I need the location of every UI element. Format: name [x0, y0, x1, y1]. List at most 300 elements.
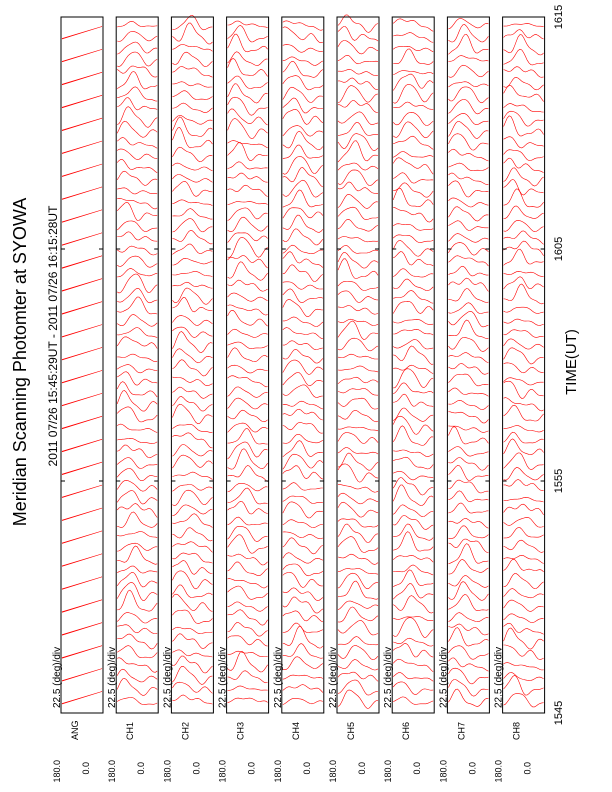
scan-trace	[283, 229, 323, 245]
scan-trace	[338, 319, 378, 325]
panel-ch1	[107, 17, 158, 783]
panel-ymin-label: 0.0	[522, 762, 533, 775]
scan-trace	[338, 660, 378, 670]
panels-group	[52, 15, 545, 783]
scan-trace	[62, 141, 102, 154]
scan-trace	[228, 398, 268, 409]
scan-trace	[504, 623, 544, 634]
scan-trace	[62, 210, 102, 223]
scan-trace	[117, 71, 157, 89]
scan-trace	[283, 675, 323, 679]
scan-trace	[504, 206, 544, 219]
scan-trace	[504, 104, 544, 113]
scan-trace	[228, 237, 268, 257]
scan-trace	[283, 180, 323, 197]
scan-trace	[338, 141, 378, 162]
panel-frame	[61, 17, 103, 713]
panel-channel-label: ANG	[70, 720, 80, 740]
scan-trace	[338, 55, 378, 64]
scan-trace	[393, 279, 433, 291]
scan-trace	[283, 401, 323, 409]
scan-trace	[448, 646, 488, 660]
scan-trace	[283, 289, 323, 303]
scan-trace	[283, 502, 323, 518]
scan-trace	[62, 164, 102, 177]
scan-trace	[172, 349, 212, 363]
scan-trace	[338, 338, 378, 351]
scan-trace	[172, 288, 212, 304]
scan-trace	[62, 325, 102, 338]
panel-traces	[448, 18, 488, 706]
scan-trace	[228, 387, 268, 398]
scan-trace	[338, 410, 378, 421]
scan-trace	[448, 25, 488, 42]
panel-frame	[227, 17, 269, 713]
scan-trace	[393, 532, 433, 552]
scan-trace	[62, 508, 102, 520]
scan-trace	[448, 198, 488, 207]
scan-trace	[117, 288, 157, 303]
scan-trace	[338, 354, 378, 359]
scan-trace	[283, 328, 323, 339]
scan-trace	[448, 518, 488, 528]
scan-trace	[338, 182, 378, 194]
scan-trace	[172, 542, 212, 553]
scan-trace	[228, 262, 268, 281]
scan-trace	[172, 514, 212, 528]
scan-trace	[117, 256, 157, 267]
scan-trace	[228, 119, 268, 139]
scan-trace	[448, 595, 488, 611]
scan-trace	[117, 391, 157, 412]
panel-ymin-label: 0.0	[357, 762, 367, 775]
scan-trace	[117, 407, 157, 422]
scan-trace	[338, 291, 378, 303]
scan-trace	[448, 400, 488, 409]
scan-trace	[393, 555, 433, 562]
scan-trace	[117, 613, 157, 623]
scan-trace	[228, 21, 268, 28]
scan-trace	[393, 112, 433, 125]
scan-trace	[228, 376, 268, 387]
scan-trace	[117, 198, 157, 209]
scan-trace	[504, 540, 544, 552]
scan-trace	[283, 483, 323, 491]
chart-subtitle: 2011 07/26 15:45:29UT - 2011 07/26 16:15:28UT	[46, 205, 60, 467]
scan-trace	[283, 553, 323, 564]
scan-trace	[117, 490, 157, 504]
scan-trace	[172, 650, 212, 657]
scan-trace	[283, 597, 323, 613]
panel-scale-label: 22.5 (deg)/div	[272, 646, 284, 708]
scan-trace	[172, 377, 212, 386]
scan-trace	[448, 388, 488, 396]
scan-trace	[62, 371, 102, 384]
scan-trace	[283, 564, 323, 576]
scan-trace	[117, 232, 157, 241]
panel-scale-label: 22.5 (deg)/div	[52, 646, 63, 708]
scan-trace	[448, 412, 488, 423]
scan-trace	[62, 187, 102, 200]
scan-trace	[62, 646, 102, 659]
scan-trace	[172, 472, 212, 479]
panel-channel-label: CH4	[290, 721, 301, 740]
scan-trace	[172, 682, 212, 693]
panel-scale-label: 22.5 (deg)/div	[383, 646, 395, 708]
scan-trace	[172, 115, 212, 124]
scan-trace	[172, 490, 212, 505]
scan-trace	[283, 27, 323, 43]
panel-frame	[337, 17, 379, 713]
panel-ymin-label: 0.0	[412, 762, 423, 775]
scan-trace	[504, 517, 544, 527]
scan-trace	[117, 274, 157, 293]
scan-trace	[338, 389, 378, 396]
panel-ymax-label: 180.0	[107, 760, 118, 783]
scan-trace	[504, 614, 544, 623]
scan-trace	[448, 121, 488, 138]
scan-trace	[172, 387, 212, 398]
panel-ymax-label: 180.0	[272, 760, 283, 783]
scan-trace	[338, 646, 378, 660]
scan-trace	[117, 382, 157, 397]
panel-channel-label: CH7	[456, 721, 467, 740]
scan-trace	[228, 483, 268, 492]
scan-trace	[448, 544, 488, 564]
scan-trace	[393, 339, 433, 349]
scan-trace	[172, 244, 212, 254]
scan-trace	[504, 277, 544, 289]
scan-trace	[283, 532, 323, 539]
scan-trace	[228, 586, 268, 599]
scan-trace	[283, 434, 323, 443]
scan-trace	[172, 627, 212, 634]
scan-trace	[504, 137, 544, 148]
scan-trace	[448, 99, 488, 114]
scan-trace	[172, 52, 212, 66]
scan-trace	[338, 453, 378, 470]
scan-trace	[504, 86, 544, 102]
scan-trace	[117, 590, 157, 611]
scan-trace	[62, 302, 102, 315]
scan-trace	[172, 66, 212, 77]
scan-trace	[62, 416, 102, 429]
scan-trace	[448, 234, 488, 243]
scan-trace	[448, 207, 488, 221]
scan-trace	[283, 373, 323, 386]
scan-trace	[283, 215, 323, 232]
scan-trace	[283, 572, 323, 587]
scan-trace	[283, 131, 323, 150]
scan-trace	[117, 504, 157, 518]
scan-trace	[393, 618, 433, 638]
scan-trace	[448, 149, 488, 161]
scan-trace	[62, 233, 102, 246]
scan-trace	[283, 611, 323, 622]
scan-trace	[62, 485, 102, 498]
scan-trace	[228, 488, 268, 504]
scan-trace	[117, 634, 157, 649]
scan-trace	[504, 675, 544, 695]
scan-trace	[117, 149, 157, 160]
scan-trace	[448, 221, 488, 231]
scan-trace	[504, 179, 544, 195]
scan-trace	[338, 321, 378, 339]
panel-traces	[62, 27, 102, 705]
panel-scale-label: 22.5 (deg)/div	[217, 646, 229, 708]
scan-trace	[393, 74, 433, 90]
scan-trace	[117, 138, 157, 149]
scan-trace	[338, 306, 378, 315]
scan-trace	[283, 98, 323, 113]
scan-trace	[172, 553, 212, 563]
scan-trace	[172, 128, 212, 148]
scan-trace	[338, 134, 378, 151]
panel-channel-label: CH1	[125, 721, 136, 740]
scan-trace	[228, 449, 268, 470]
scan-trace	[172, 316, 212, 326]
scan-trace	[172, 505, 212, 516]
scan-trace	[504, 504, 544, 515]
scan-trace	[228, 610, 268, 626]
panel-channel-label: CH5	[346, 721, 356, 740]
scan-trace	[62, 531, 102, 544]
scan-trace	[448, 256, 488, 266]
scan-trace	[448, 173, 488, 185]
scan-trace	[393, 19, 433, 32]
scan-trace	[117, 221, 157, 232]
scan-trace	[283, 208, 323, 219]
scan-trace	[504, 49, 544, 65]
scan-trace	[172, 666, 212, 684]
scan-trace	[338, 502, 378, 517]
scan-trace	[283, 422, 323, 433]
scan-trace	[393, 457, 433, 469]
scan-trace	[228, 280, 268, 291]
scan-trace	[448, 243, 488, 256]
scan-trace	[62, 692, 102, 705]
scan-trace	[448, 374, 488, 386]
scan-trace	[504, 339, 544, 349]
scan-trace	[172, 404, 212, 424]
scan-trace	[393, 485, 433, 506]
scan-trace	[172, 200, 212, 206]
scan-trace	[393, 158, 433, 175]
scan-trace	[172, 433, 212, 448]
scan-trace	[283, 685, 323, 693]
panel-channel-label: CH6	[401, 721, 412, 740]
scan-trace	[62, 600, 102, 613]
panel-ch5	[328, 15, 379, 783]
scan-trace	[228, 554, 268, 565]
panel-ch4	[273, 17, 324, 783]
scan-trace	[228, 329, 268, 337]
time-tick-label-1555: 1555	[553, 468, 565, 494]
scan-trace	[228, 25, 268, 42]
scan-trace	[228, 671, 268, 683]
scan-trace	[393, 136, 433, 149]
scan-trace	[393, 102, 433, 109]
scan-trace	[117, 566, 157, 573]
scan-trace	[172, 23, 212, 44]
scan-trace	[393, 450, 433, 457]
panel-ymin-label: 0.0	[467, 762, 478, 775]
scan-trace	[448, 311, 488, 327]
scan-trace	[504, 158, 544, 173]
scan-trace	[117, 669, 157, 682]
scan-trace	[228, 535, 268, 553]
scan-trace	[228, 602, 268, 611]
scan-trace	[448, 353, 488, 363]
scan-trace	[172, 117, 212, 137]
scan-trace	[338, 245, 378, 253]
scan-trace	[228, 562, 268, 576]
scan-trace	[228, 501, 268, 514]
scan-trace	[338, 41, 378, 54]
scan-trace	[338, 554, 378, 564]
scan-trace	[283, 265, 323, 282]
panel-traces	[117, 21, 157, 704]
scan-trace	[228, 185, 268, 196]
scan-trace	[504, 672, 544, 680]
panel-frame	[171, 17, 213, 713]
scan-trace	[62, 439, 102, 452]
scan-trace	[117, 438, 157, 443]
scan-trace	[117, 458, 157, 469]
scan-trace	[504, 497, 544, 502]
scan-trace	[228, 365, 268, 373]
scan-trace	[393, 224, 433, 231]
scan-trace	[172, 219, 212, 233]
scan-trace	[283, 698, 323, 704]
scan-trace	[228, 651, 268, 656]
panel-scale-label: 22.5 (deg)/div	[162, 646, 174, 708]
panel-traces	[504, 24, 544, 707]
scan-trace	[117, 658, 157, 673]
panel-ch7	[438, 17, 489, 783]
panel-ymin-label: 0.0	[136, 762, 147, 775]
scan-trace	[448, 526, 488, 539]
scan-trace	[172, 656, 212, 673]
scan-trace	[393, 659, 433, 672]
scan-trace	[283, 317, 323, 327]
scan-trace	[228, 256, 268, 269]
scan-trace	[117, 480, 157, 491]
x-axis-label: TIME(UT)	[563, 329, 580, 395]
scan-trace	[338, 366, 378, 372]
scan-trace	[62, 554, 102, 567]
panel-channel-label: CH3	[235, 721, 246, 740]
scan-trace	[393, 369, 433, 388]
scan-trace	[393, 240, 433, 256]
scan-trace	[504, 271, 544, 276]
scan-trace	[448, 363, 488, 374]
scan-trace	[117, 52, 157, 67]
scan-trace	[393, 183, 433, 197]
scan-trace	[448, 82, 488, 87]
scan-trace	[172, 561, 212, 575]
scan-trace	[62, 577, 102, 590]
scan-trace	[283, 623, 323, 632]
scan-trace	[504, 528, 544, 539]
scan-trace	[228, 651, 268, 672]
scan-trace	[504, 559, 544, 572]
chart-title: Meridian Scanning Photomter at SYOWA	[10, 197, 30, 527]
scan-trace	[283, 157, 323, 175]
scan-trace	[228, 162, 268, 169]
scan-trace	[504, 468, 544, 481]
scan-trace	[338, 607, 378, 622]
scan-trace	[393, 252, 433, 266]
scan-trace	[504, 363, 544, 373]
scan-trace	[172, 181, 212, 196]
scan-trace	[448, 65, 488, 77]
scan-trace	[283, 466, 323, 479]
panel-frame	[282, 17, 324, 713]
scan-trace	[172, 528, 212, 541]
scan-trace	[172, 175, 212, 183]
time-tick-label-1615: 1615	[553, 4, 565, 30]
scan-trace	[228, 142, 268, 160]
scan-trace	[338, 398, 378, 409]
scan-trace	[448, 689, 488, 706]
scan-trace	[283, 76, 323, 90]
panel-ch3	[218, 17, 269, 783]
scan-trace	[62, 348, 102, 361]
scan-trace	[338, 448, 378, 455]
panel-scale-label: 22.5 (deg)/div	[328, 646, 339, 708]
scan-trace	[504, 405, 544, 421]
scan-trace	[62, 256, 102, 268]
scan-trace	[504, 231, 544, 244]
scan-trace	[117, 21, 157, 27]
scan-trace	[504, 319, 544, 325]
scan-trace	[283, 360, 323, 374]
scan-trace	[283, 520, 323, 528]
scan-trace	[338, 620, 378, 635]
scan-trace	[283, 454, 323, 469]
time-tick-label-1545: 1545	[553, 700, 565, 726]
scan-trace	[338, 680, 378, 695]
scan-trace	[62, 49, 102, 62]
scan-trace	[448, 337, 488, 351]
scan-trace	[448, 87, 488, 103]
scan-trace	[228, 636, 268, 646]
scan-trace	[504, 150, 544, 161]
scan-trace	[172, 209, 212, 220]
panel-ymax-label: 180.0	[162, 760, 173, 783]
scan-trace	[228, 698, 268, 703]
scan-trace	[228, 348, 268, 362]
panel-ymin-label: 0.0	[81, 762, 91, 775]
scan-trace	[504, 348, 544, 364]
scan-trace	[504, 555, 544, 563]
scan-trace	[117, 372, 157, 386]
scan-trace	[504, 111, 544, 126]
scan-trace	[117, 315, 157, 327]
scan-trace	[62, 393, 102, 406]
scan-trace	[393, 301, 433, 313]
scan-trace	[448, 658, 488, 671]
scan-trace	[228, 97, 268, 115]
scan-trace	[172, 485, 212, 492]
scan-trace	[283, 190, 323, 207]
scan-trace	[172, 610, 212, 624]
scan-trace	[393, 505, 433, 517]
panel-ch2	[162, 15, 213, 782]
scan-trace	[393, 524, 433, 540]
scan-trace	[338, 281, 378, 290]
